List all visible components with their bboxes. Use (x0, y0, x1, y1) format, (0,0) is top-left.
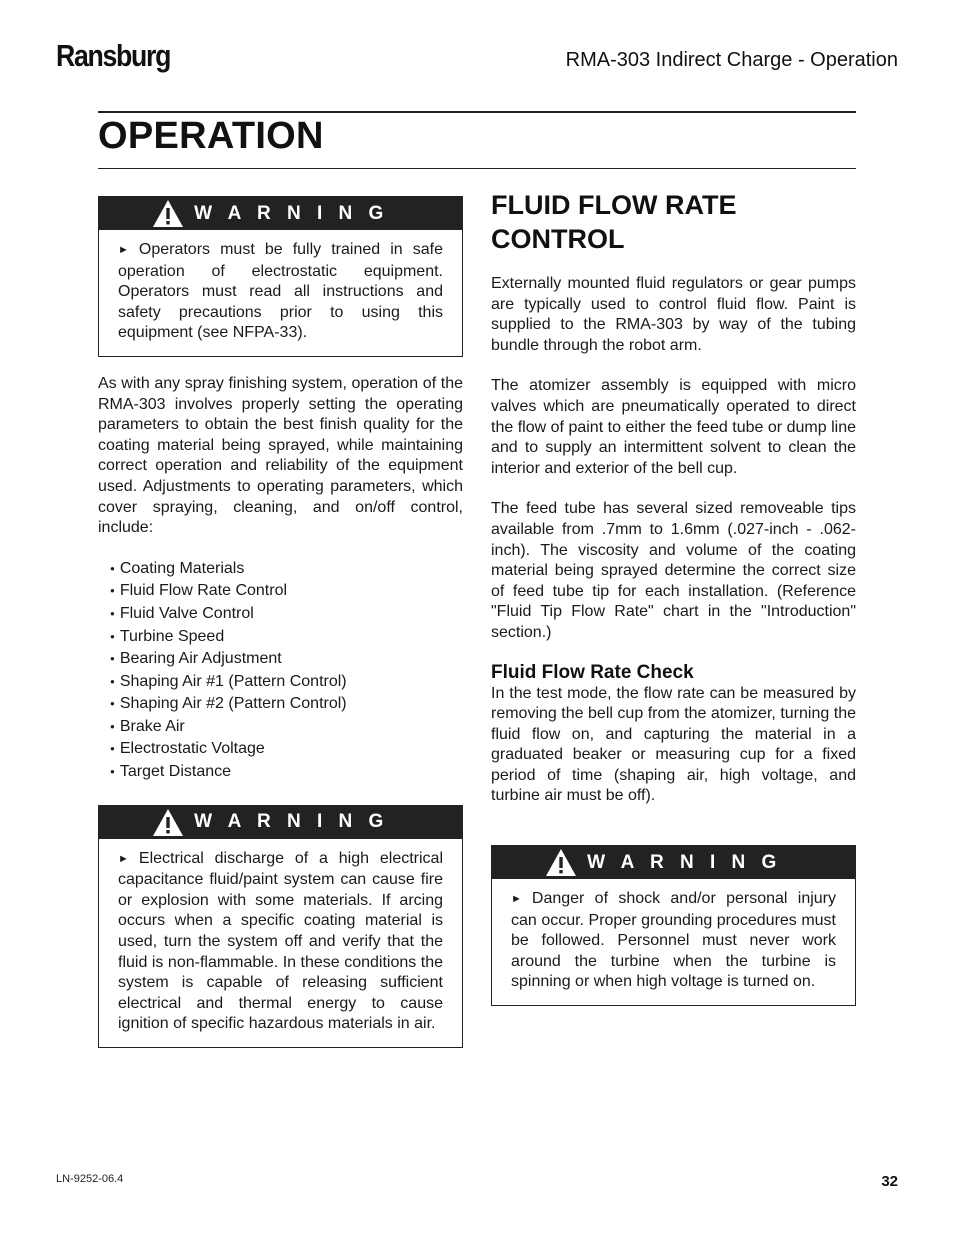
warning-text: Electrical discharge of a high electrical capacitance fluid/paint system can cause fire or explosion with some materials. If arcing occurs when a specific coating material is used, turn the system off and verify that the fluid is non-flammable. In these conditions the system is capable of releasing sufficient electrical and thermal energy to cause ignition of specific hazardous materials in air. (118, 849, 443, 1033)
bullet-icon: ● (110, 721, 115, 731)
document-number: LN-9252-06.4 (56, 1173, 124, 1185)
arrow-bullet-icon: ► (118, 852, 129, 865)
page-number: 32 (881, 1173, 898, 1190)
parameter-list (98, 559, 463, 785)
list-item: ● Bearing Air Adjustment (110, 649, 463, 672)
brand-logo: Ransburg (56, 38, 171, 73)
section-title: FLUID FLOW RATE CONTROL (491, 190, 737, 254)
paragraph: Externally mounted fluid regulators or gear pumps are typically used to control fluid flow. Paint is supplied to the RMA-303 by way of the tubing bundle through the robot arm. (491, 275, 856, 354)
intro-paragraph: As with any spray finishing system, operation of the RMA-303 involves properly setting the operating parameters to obtain the best finish quality for the coating material being sprayed, while maintaining correct operation and reliability of the equipment used. Adjustments to operating parameters, which cover spraying, cleaning, and on/off control, include: (98, 374, 463, 537)
warning-box (491, 845, 856, 1006)
bullet-icon: ● (110, 767, 115, 777)
bullet-icon: ● (110, 654, 115, 664)
left-column (98, 196, 463, 1048)
warning-body (99, 839, 462, 1047)
warning-label: W A R N I N G (194, 202, 389, 224)
warning-body (492, 879, 855, 1005)
document-title: RMA-303 Indirect Charge - Operation (565, 49, 898, 71)
arrow-bullet-icon: ► (118, 244, 129, 256)
warning-header (492, 846, 855, 879)
warning-text: Danger of shock and/or personal injury can occur. Proper grounding procedures must be followed. Personnel must never work around the turbine when the turbine is spinning or when high voltage is turned on. (511, 890, 836, 991)
paragraph: The feed tube has several sized removeable tips available from .7mm to 1.6mm (.027-inch - .062-inch). The viscosity and volume of the coating material being sprayed determine the correct size of feed tube tip for each installation. (Reference "Fluid Tip Flow Rate" chart in the "Introduction" section.) (491, 500, 856, 641)
bullet-icon: ● (110, 676, 115, 686)
right-column (491, 188, 856, 1006)
warning-label: W A R N I N G (587, 851, 782, 873)
bullet-icon: ● (110, 631, 115, 641)
bullet-icon: ● (110, 563, 115, 573)
list-item: ● Electrostatic Voltage (110, 739, 463, 762)
warning-icon (152, 808, 184, 837)
title-rule-top (98, 111, 856, 113)
warning-box (98, 805, 463, 1048)
list-item: ● Target Distance (110, 762, 463, 785)
list-item: ● Brake Air (110, 717, 463, 740)
warning-body (99, 230, 462, 356)
warning-icon (545, 848, 577, 877)
arrow-bullet-icon: ► (511, 893, 522, 906)
subsection-title: Fluid Flow Rate Check (491, 661, 694, 683)
warning-text: Operators must be fully trained in safe operation of electrostatic equipment. Operators must read all instructions and safety precautions prior to using this equipment (see NFPA-33). (118, 241, 443, 342)
bullet-icon: ● (110, 608, 115, 618)
warning-label: W A R N I N G (194, 811, 389, 833)
list-item: ● Turbine Speed (110, 627, 463, 650)
paragraph: The atomizer assembly is equipped with micro valves which are pneumatically operated to direct the flow of paint to either the feed tube or dump line and to supply an intermittent solvent to clean the interior and exterior of the bell cup. (491, 377, 856, 477)
paragraph: In the test mode, the flow rate can be measured by removing the bell cup from the atomizer, turning the fluid flow on, and capturing the material in a graduated beaker or measuring cup for a fixed period of time (shaping air, high voltage, and turbine air must be off). (491, 684, 856, 805)
list-item: ● Fluid Flow Rate Control (110, 581, 463, 604)
list-item: ● Shaping Air #1 (Pattern Control) (110, 672, 463, 695)
page-title: OPERATION (98, 115, 324, 157)
warning-icon (152, 199, 184, 228)
warning-header (99, 197, 462, 230)
bullet-icon: ● (110, 699, 115, 709)
list-item: ● Fluid Valve Control (110, 604, 463, 627)
bullet-icon: ● (110, 586, 115, 596)
warning-header (99, 806, 462, 839)
list-item: ● Shaping Air #2 (Pattern Control) (110, 694, 463, 717)
title-rule-bottom (98, 168, 856, 169)
warning-box (98, 196, 463, 357)
list-item: ● Coating Materials (110, 559, 463, 582)
bullet-icon: ● (110, 744, 115, 754)
